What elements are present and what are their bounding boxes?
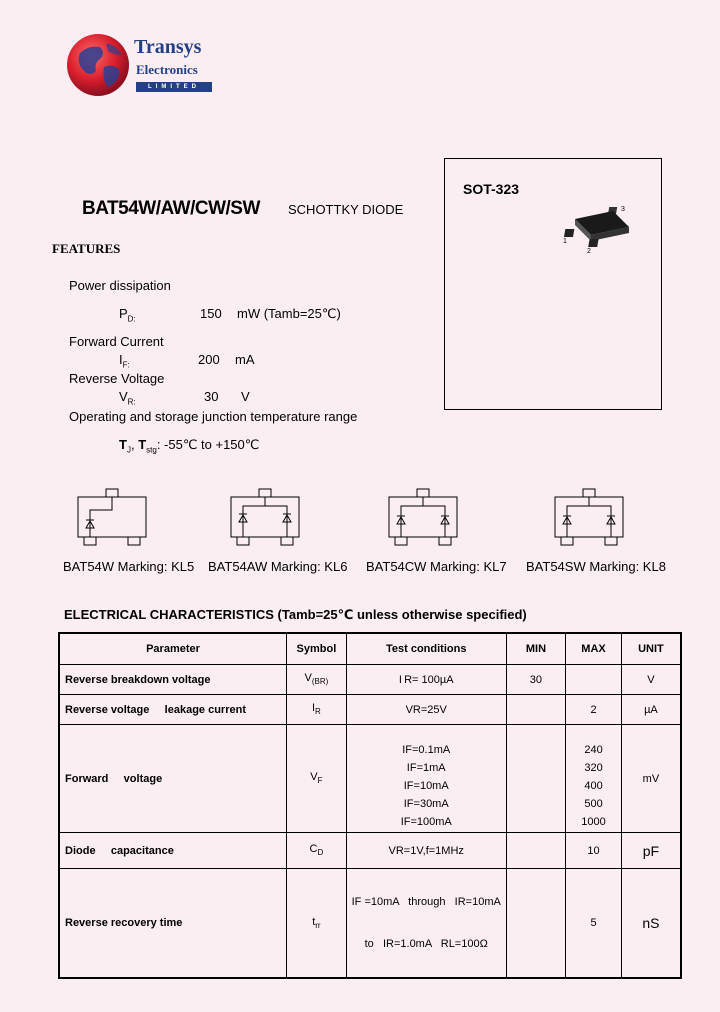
header-max: MAX [566,633,622,665]
row-max: 2 [566,695,622,725]
features-heading: FEATURES [52,241,121,256]
pin-2-label: 2 [587,248,591,255]
package-box [444,158,662,410]
row-parameter: Reverse voltage leakage current [59,695,287,725]
header-unit: UNIT [621,633,681,665]
marking-bat54sw: BAT54SW Marking: KL8 [526,559,666,574]
current-value: 200 [198,352,220,367]
header-min: MIN [506,633,566,665]
row-condition: VR=1V,f=1MHz [346,833,506,869]
row-min [506,695,566,725]
table-row [59,695,681,725]
row-condition: IF=0.1mA IF=1mA IF=10mA IF=30mA IF=100mA [346,725,506,833]
power-label: Power dissipation [69,278,171,293]
table-row [59,869,681,979]
temp-label: Operating and storage junction temperature range [69,409,358,424]
header-parameter: Parameter [59,633,287,665]
bat54sw-schematic-icon [549,488,629,546]
bat54w-schematic-icon [72,488,152,546]
sot323-package-icon [557,197,637,255]
row-symbol: $t_{rr}$ [287,869,347,979]
row-max: 240 320 400 500 1000 [566,725,622,833]
bat54aw-schematic-icon [225,488,305,546]
temp-range: $T_J$, $T_{stg}$: -55℃ to +150℃ [119,437,260,455]
pin-3-label: 3 [621,206,625,213]
brand-limited: LIMITED [136,82,212,92]
row-symbol: $C_D$ [287,833,347,869]
power-value: 150 [200,306,222,321]
row-parameter: Diode capacitance [59,833,287,869]
power-symbol: $P_{D:}$ [119,306,136,324]
package-title: SOT-323 [463,181,520,197]
row-max: 5 [566,869,622,979]
voltage-symbol: $V_{R:}$ [119,389,136,407]
marking-bat54aw: BAT54AW Marking: KL6 [208,559,348,574]
current-symbol: $I_{F:}$ [119,352,130,370]
table-row [59,665,681,695]
part-number: BAT54W/AW/CW/SW [82,198,260,219]
table-row [59,725,681,833]
row-unit: mV [621,725,681,833]
power-unit: mW (Tamb=25℃) [237,306,341,321]
current-unit: mA [235,352,255,367]
row-min [506,869,566,979]
row-condition: IF =10mA through IR=10mA to IR=1.0mA RL=100Ω [346,869,506,979]
brand-subtitle: Electronics [136,62,198,77]
voltage-unit: V [241,389,250,404]
row-unit: µA [621,695,681,725]
row-condition: I R= 100µA [346,665,506,695]
table-row [59,833,681,869]
electrical-table [58,632,682,979]
table-header-row [59,633,681,665]
part-type: SCHOTTKY DIODE [288,202,404,217]
row-symbol: $I_R$ [287,695,347,725]
header-symbol: Symbol [287,633,347,665]
row-parameter: Reverse breakdown voltage [59,665,287,695]
electrical-title: ELECTRICAL CHARACTERISTICS (Tamb=25℃ unless otherwise specified) [64,607,527,622]
row-unit: pF [621,833,681,869]
row-min: 30 [506,665,566,695]
row-symbol: $V_F$ [287,725,347,833]
current-label: Forward Current [69,334,164,349]
row-max [566,665,622,695]
bat54cw-schematic-icon [383,488,463,546]
row-condition: VR=25V [346,695,506,725]
brand-name: Transys [134,36,202,58]
voltage-value: 30 [204,389,219,404]
row-unit: nS [621,869,681,979]
row-min [506,833,566,869]
header-test: Test conditions [346,633,506,665]
row-symbol: $V_{(BR)}$ [287,665,347,695]
marking-bat54cw: BAT54CW Marking: KL7 [366,559,507,574]
pin-1-label: 1 [563,238,567,245]
row-unit: V [621,665,681,695]
row-parameter: Reverse recovery time [59,869,287,979]
globe-logo-icon [66,33,130,97]
marking-bat54w: BAT54W Marking: KL5 [63,559,195,574]
voltage-label: Reverse Voltage [69,371,165,386]
row-parameter: Forward voltage [59,725,287,833]
row-min [506,725,566,833]
row-max: 10 [566,833,622,869]
